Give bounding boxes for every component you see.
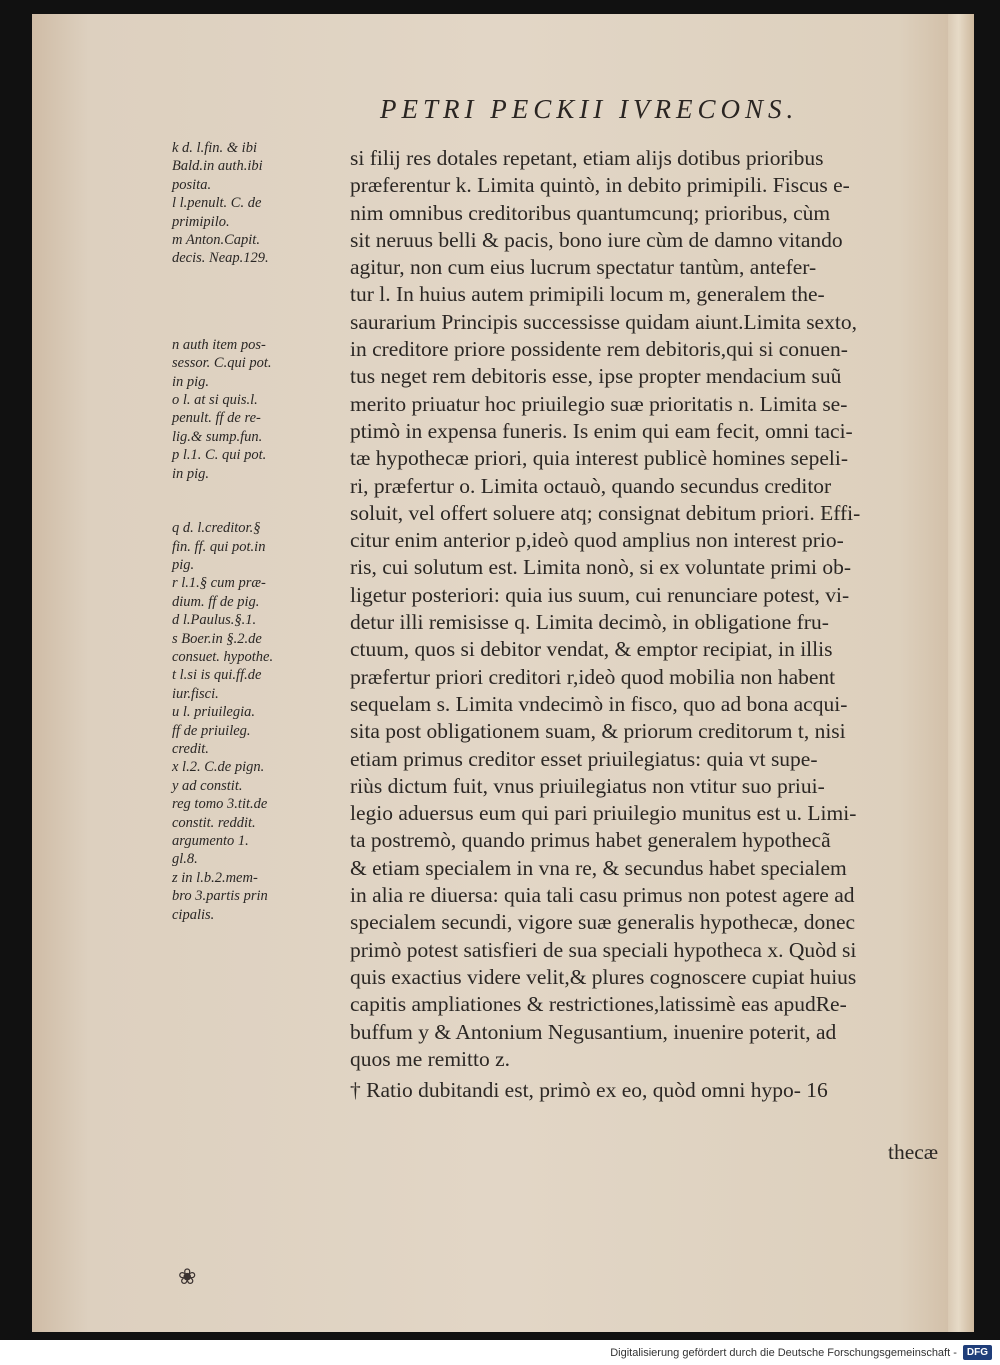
text-line: sequelam s. Limita vndecimò in fisco, quo ad bona acqui- [350,691,848,716]
text-line: sita post obligationem suam, & priorum creditorum t, nisi [350,719,846,744]
margin-note-line: d l.Paulus.§.1. [172,612,257,629]
margin-note [172,391,362,446]
footer-bar [0,1340,1000,1365]
running-header: PETRI PECKII IVRECONS. [380,94,799,124]
text-line: tæ hypothecæ priori, quia interest publicè homines sepeli- [350,446,848,471]
footer-text: Digitalisierung gefördert durch die Deutsche Forschungsgemeinschaft - [610,1346,957,1359]
text-line: saurarium Principis successisse quidam aiunt.Limita sexto, [350,309,857,334]
margin-note-line: q d. l.creditor.§ [172,520,261,537]
margin-note-line: x l.2. C.de pign. [172,759,265,776]
margin-note [172,231,362,268]
margin-note-line: argumento 1. [172,833,249,849]
text-line: ctuum, quos si debitor vendat, & emptor recipiat, in illis [350,637,833,662]
text-line: ptimò in expensa funeris. Is enim qui eam fecit, omni taci- [350,418,853,443]
margin-note [172,777,362,869]
text-line: quos me remitto z. [350,1046,511,1071]
margin-note-line: y ad constit. [172,777,243,794]
margin-note [172,758,362,776]
margin-note [172,666,362,703]
margin-note-line: u l. priuilegia. [172,704,255,721]
margin-note-line: fin. ff. qui pot.in [172,538,266,555]
text-line: primò potest satisfieri de sua speciali hypotheca x. Quòd si [350,937,857,962]
text-line: soluit, vel offert soluere atq; consignat debitum priori. Effi- [350,500,861,525]
margin-note [172,139,362,194]
margin-note-line: consuet. hypothe. [172,648,274,665]
margin-note-line: l l.penult. C. de [172,195,262,212]
text-line: merito priuatur hoc priuilegio suæ prioritatis n. Limita se- [350,391,848,416]
margin-note [172,630,362,667]
margin-note-line: lig.& sump.fun. [172,428,263,445]
text-line: † Ratio dubitandi est, primò ex eo, quòd omni hypo- 16 [350,1078,828,1103]
body-text [350,145,970,1104]
margin-note-line: credit. [172,740,209,757]
text-line: præfertur priori creditori r,ideò quod mobilia non habent [350,664,836,689]
text-line: legio aduersus eum qui pari priuilegio munitus est u. Limi- [350,801,857,826]
margin-note-line: Bald.in auth.ibi [172,158,263,175]
ornament-icon: ❀ [178,1264,197,1289]
margin-note-line: z in l.b.2.mem- [172,869,258,886]
margin-note [172,336,362,391]
text-line: in alia re diuersa: quia tali casu primus non potest agere ad [350,883,855,908]
text-line: sit neruus belli & pacis, bono iure cùm de damno vitando [350,227,843,252]
margin-note [172,519,362,574]
text-line: detur illi remisisse q. Limita decimò, in obligatione fru- [350,610,829,635]
margin-note-line: dium. ff de pig. [172,593,260,610]
text-line: quis exactius videre velit,& plures cognoscere cupiat huius [350,964,857,989]
margin-note-line: iur.fisci. [172,685,219,702]
text-line: præferentur k. Limita quintò, in debito primipili. Fiscus e- [350,173,850,198]
margin-note [172,446,362,483]
margin-note-line: p l.1. C. qui pot. [172,447,267,464]
margin-note-line: m Anton.Capit. [172,232,260,249]
text-line: buffum y & Antonium Negusantium, inuenire poterit, ad [350,1019,837,1044]
margin-note-line: decis. Neap.129. [172,250,269,267]
dfg-logo: DFG [963,1345,992,1360]
margin-note-line: penult. ff de re- [172,410,261,427]
margin-note-line: ff de priuileg. [172,722,251,739]
margin-note [172,611,362,629]
margin-notes [172,139,362,924]
margin-note-line: cipalis. [172,906,215,923]
text-line: etiam primus creditor esset priuilegiatus: quia vt supe- [350,746,818,771]
margin-note-line: k d. l.fin. & ibi [172,140,257,156]
margin-note-line: sessor. C.qui pot. [172,355,272,372]
margin-note-line: bro 3.partis prin [172,888,268,905]
margin-note-line: t l.si is qui.ff.de [172,667,262,684]
text-line: ris, cui solutum est. Limita nonò, si ex voluntate primi ob- [350,555,852,580]
text-line: nim omnibus creditoribus quantumcunq; prioribus, cùm [350,200,831,225]
margin-note [172,574,362,611]
book-page [32,14,974,1332]
margin-note-line: pig. [172,556,195,573]
margin-note [172,194,362,231]
margin-note-line: primipilo. [172,213,230,230]
text-line: tus neget rem debitoris esse, ipse propter mendacium suũ [350,364,842,389]
text-line: & etiam specialem in vna re, & secundus habet specialem [350,855,847,880]
margin-note-line: gl.8. [172,851,198,868]
text-line: capitis ampliationes & restrictiones,latissimè eas apudRe- [350,992,847,1017]
margin-note-line: in pig. [172,465,210,482]
text-line: riùs dictum fuit, vnus priuilegiatus non vtitur suo priui- [350,773,825,798]
margin-note-line: reg tomo 3.tit.de [172,796,268,813]
text-line: agitur, non cum eius lucrum spectatur tantùm, antefer- [350,255,817,280]
text-line: si filij res dotales repetant, etiam alijs dotibus prioribus [350,146,824,170]
text-line: in creditore priore possidente rem debitoris,qui si conuen- [350,337,848,362]
margin-note-line: constit. reddit. [172,814,256,831]
text-line: ri, præfertur o. Limita octauò, quando secundus creditor [350,473,832,498]
margin-note-line: s Boer.in §.2.de [172,630,262,647]
margin-note-line: n auth item pos- [172,336,266,353]
catchword: thecæ [888,1140,939,1164]
margin-note [172,869,362,924]
text-line: ta postremò, quando primus habet generalem hypothecã [350,828,831,853]
text-line: specialem secundi, vigore suæ generalis hypothecæ, donec [350,910,856,935]
margin-note-line: o l. at si quis.l. [172,392,258,409]
text-line: citur enim anterior p,ideò quod amplius non interest prio- [350,528,844,553]
margin-note-line: in pig. [172,373,210,390]
text-line: tur l. In huius autem primipili locum m, generalem the- [350,282,825,307]
margin-note-line: posita. [172,176,212,193]
margin-note [172,703,362,758]
text-line: ligetur posteriori: quia ius suum, cui renunciare potest, vi- [350,582,850,607]
margin-note-line: r l.1.§ cum præ- [172,575,266,592]
